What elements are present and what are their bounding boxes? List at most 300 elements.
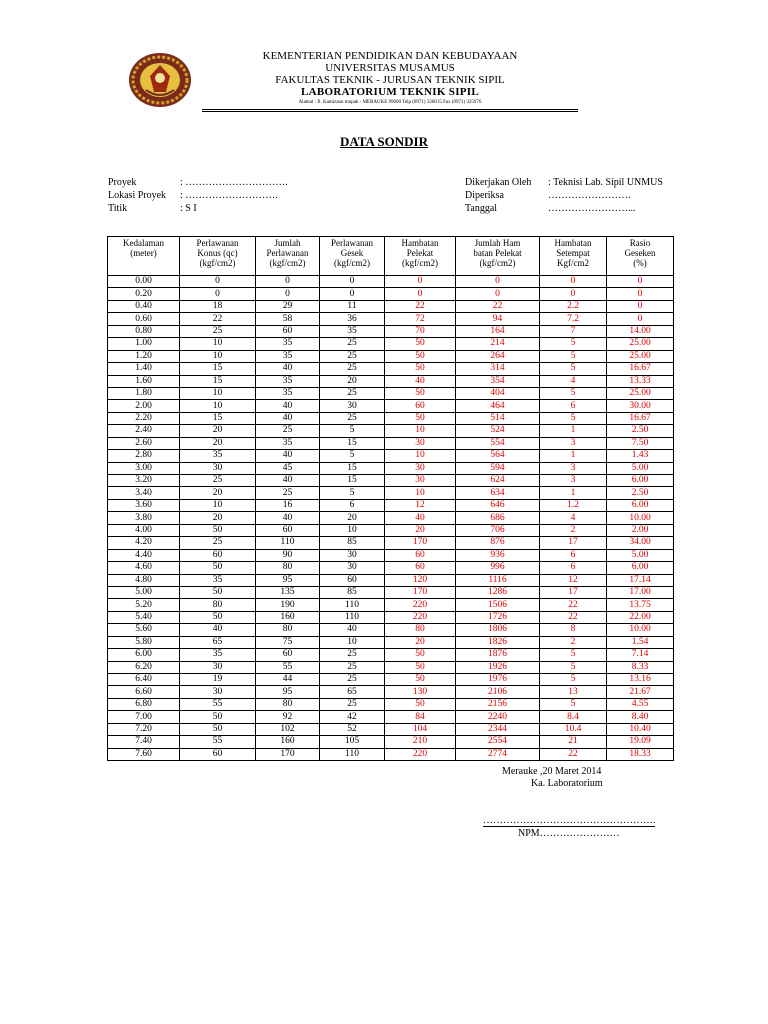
cell-friction-resistance: 65 [320, 686, 385, 698]
cell-cumulative-adhesion: 1726 [456, 611, 540, 623]
cell-local-friction: 8.4 [540, 711, 607, 723]
cell-adhesion: 40 [385, 375, 456, 387]
cell-friction-ratio: 13.33 [607, 375, 674, 387]
cell-cone-resistance: 50 [180, 524, 256, 536]
cell-cone-resistance: 55 [180, 736, 256, 748]
cell-local-friction: 5 [540, 412, 607, 424]
cell-adhesion: 10 [385, 425, 456, 437]
cell-total-resistance: 35 [256, 437, 320, 449]
cell-friction-ratio: 22.00 [607, 611, 674, 623]
cell-cumulative-adhesion: 1506 [456, 599, 540, 611]
table-row [108, 313, 674, 325]
cell-adhesion: 50 [385, 363, 456, 375]
cell-cumulative-adhesion: 594 [456, 462, 540, 474]
cell-friction-ratio: 34.00 [607, 537, 674, 549]
cell-cumulative-adhesion: 2106 [456, 686, 540, 698]
cell-friction-ratio: 7.50 [607, 437, 674, 449]
table-row [108, 611, 674, 623]
cell-total-resistance: 35 [256, 338, 320, 350]
cell-cone-resistance: 50 [180, 723, 256, 735]
table-row [108, 475, 674, 487]
cell-local-friction: 10.4 [540, 723, 607, 735]
table-row [108, 437, 674, 449]
cell-adhesion: 130 [385, 686, 456, 698]
cell-cumulative-adhesion: 1806 [456, 624, 540, 636]
cell-adhesion: 20 [385, 524, 456, 536]
cell-local-friction: 12 [540, 574, 607, 586]
cell-depth: 5.00 [108, 586, 180, 598]
header-text [108, 258, 179, 268]
cell-cumulative-adhesion: 2774 [456, 748, 540, 760]
cell-friction-resistance: 25 [320, 698, 385, 710]
cell-depth: 1.40 [108, 363, 180, 375]
sondir-data-table [107, 236, 674, 761]
cell-friction-resistance: 110 [320, 748, 385, 760]
cell-friction-ratio: 8.40 [607, 711, 674, 723]
cell-total-resistance: 44 [256, 674, 320, 686]
cell-friction-resistance: 25 [320, 350, 385, 362]
cell-friction-ratio: 30.00 [607, 400, 674, 412]
cell-depth: 7.40 [108, 736, 180, 748]
table-row [108, 624, 674, 636]
cell-depth: 5.60 [108, 624, 180, 636]
cell-friction-resistance: 20 [320, 375, 385, 387]
cell-cone-resistance: 50 [180, 611, 256, 623]
cell-cone-resistance: 0 [180, 276, 256, 288]
cell-cone-resistance: 50 [180, 586, 256, 598]
table-row [108, 425, 674, 437]
cell-cone-resistance: 15 [180, 363, 256, 375]
cell-adhesion: 0 [385, 276, 456, 288]
cell-cumulative-adhesion: 264 [456, 350, 540, 362]
cell-friction-resistance: 15 [320, 462, 385, 474]
cell-total-resistance: 40 [256, 363, 320, 375]
cell-cumulative-adhesion: 2156 [456, 698, 540, 710]
table-header-row [108, 237, 674, 276]
cell-total-resistance: 160 [256, 736, 320, 748]
header-text: (kgf/cm2) [479, 258, 516, 268]
cell-cumulative-adhesion: 22 [456, 300, 540, 312]
cell-friction-ratio: 0 [607, 288, 674, 300]
cell-friction-ratio: 10.40 [607, 723, 674, 735]
cell-friction-ratio: 2.50 [607, 487, 674, 499]
cell-depth: 4.00 [108, 524, 180, 536]
cell-total-resistance: 110 [256, 537, 320, 549]
table-row [108, 450, 674, 462]
cell-total-resistance: 45 [256, 462, 320, 474]
cell-local-friction: 8 [540, 624, 607, 636]
cell-adhesion: 50 [385, 698, 456, 710]
header-adhesion [385, 237, 456, 276]
table-row [108, 487, 674, 499]
cell-total-resistance: 55 [256, 661, 320, 673]
cell-depth: 4.20 [108, 537, 180, 549]
cell-total-resistance: 40 [256, 450, 320, 462]
cell-depth: 1.20 [108, 350, 180, 362]
cell-depth: 0.00 [108, 276, 180, 288]
cell-total-resistance: 60 [256, 325, 320, 337]
cell-cone-resistance: 25 [180, 475, 256, 487]
cell-cone-resistance: 19 [180, 674, 256, 686]
cell-adhesion: 210 [385, 736, 456, 748]
table-row [108, 649, 674, 661]
cell-local-friction: 22 [540, 599, 607, 611]
cell-friction-resistance: 25 [320, 674, 385, 686]
cell-local-friction: 5 [540, 698, 607, 710]
table-row [108, 599, 674, 611]
cell-cone-resistance: 80 [180, 599, 256, 611]
cell-local-friction: 1 [540, 425, 607, 437]
cell-cumulative-adhesion: 524 [456, 425, 540, 437]
cell-cumulative-adhesion: 404 [456, 387, 540, 399]
header-local-friction [540, 237, 607, 276]
cell-friction-ratio: 5.00 [607, 462, 674, 474]
tanggal-value: ……………………... [548, 203, 636, 214]
cell-cumulative-adhesion: 1926 [456, 661, 540, 673]
header-depth [108, 237, 180, 276]
cell-friction-resistance: 110 [320, 611, 385, 623]
table-row [108, 549, 674, 561]
cell-cone-resistance: 15 [180, 412, 256, 424]
cell-local-friction: 7 [540, 325, 607, 337]
cell-total-resistance: 92 [256, 711, 320, 723]
cell-depth: 2.80 [108, 450, 180, 462]
cell-adhesion: 30 [385, 462, 456, 474]
cell-adhesion: 60 [385, 400, 456, 412]
table-row [108, 674, 674, 686]
header-text: Jumlah [274, 238, 301, 248]
cell-friction-ratio: 25.00 [607, 387, 674, 399]
cell-local-friction: 3 [540, 437, 607, 449]
cell-total-resistance: 60 [256, 524, 320, 536]
cell-total-resistance: 190 [256, 599, 320, 611]
header-text: Kgf/cm2 [557, 258, 589, 268]
cell-cone-resistance: 20 [180, 425, 256, 437]
cell-local-friction: 7.2 [540, 313, 607, 325]
cell-total-resistance: 35 [256, 387, 320, 399]
cell-cone-resistance: 15 [180, 375, 256, 387]
cell-adhesion: 50 [385, 387, 456, 399]
header-text: (%) [633, 258, 647, 268]
cell-cumulative-adhesion: 706 [456, 524, 540, 536]
cell-cone-resistance: 35 [180, 574, 256, 586]
cell-friction-ratio: 1.54 [607, 636, 674, 648]
cell-depth: 3.80 [108, 512, 180, 524]
lokasi-label: Lokasi Proyek [108, 190, 167, 201]
header-cone-resistance [180, 237, 256, 276]
header-text: (kgf/cm2) [334, 258, 370, 268]
cell-friction-resistance: 30 [320, 562, 385, 574]
cell-cumulative-adhesion: 624 [456, 475, 540, 487]
cell-local-friction: 6 [540, 562, 607, 574]
cell-friction-resistance: 85 [320, 586, 385, 598]
cell-cumulative-adhesion: 634 [456, 487, 540, 499]
cell-cumulative-adhesion: 1116 [456, 574, 540, 586]
cell-cumulative-adhesion: 936 [456, 549, 540, 561]
cell-cone-resistance: 0 [180, 288, 256, 300]
cell-adhesion: 220 [385, 611, 456, 623]
header-text: Gesek [340, 248, 364, 258]
cell-depth: 2.20 [108, 412, 180, 424]
cell-friction-resistance: 35 [320, 325, 385, 337]
cell-total-resistance: 80 [256, 624, 320, 636]
cell-adhesion: 40 [385, 512, 456, 524]
diperiksa-value: ……………………. [548, 190, 631, 201]
cell-cone-resistance: 22 [180, 313, 256, 325]
table-row [108, 686, 674, 698]
cell-friction-ratio: 25.00 [607, 338, 674, 350]
header-text: Geseken [624, 248, 656, 258]
cell-depth: 5.40 [108, 611, 180, 623]
header-cumulative-adhesion [456, 237, 540, 276]
cell-total-resistance: 95 [256, 574, 320, 586]
cell-local-friction: 1.2 [540, 499, 607, 511]
cell-friction-resistance: 5 [320, 487, 385, 499]
cell-cumulative-adhesion: 2344 [456, 723, 540, 735]
cell-total-resistance: 29 [256, 300, 320, 312]
cell-depth: 6.60 [108, 686, 180, 698]
cell-adhesion: 30 [385, 475, 456, 487]
signature-line: ……………………………………………. [483, 815, 656, 826]
header-text: batan Pelekat [473, 248, 522, 258]
cell-friction-resistance: 110 [320, 599, 385, 611]
cell-adhesion: 10 [385, 450, 456, 462]
header-text: Rasio [629, 238, 651, 248]
cell-cone-resistance: 50 [180, 562, 256, 574]
dikerjakan-label: Dikerjakan Oleh [465, 177, 532, 188]
cell-friction-ratio: 14.00 [607, 325, 674, 337]
cell-cumulative-adhesion: 1286 [456, 586, 540, 598]
cell-friction-ratio: 6.00 [607, 499, 674, 511]
cell-local-friction: 0 [540, 288, 607, 300]
cell-depth: 2.40 [108, 425, 180, 437]
cell-depth: 5.80 [108, 636, 180, 648]
cell-adhesion: 0 [385, 288, 456, 300]
cell-adhesion: 70 [385, 325, 456, 337]
cell-friction-ratio: 10.00 [607, 512, 674, 524]
cell-local-friction: 4 [540, 375, 607, 387]
cell-friction-ratio: 6.00 [607, 475, 674, 487]
table-row [108, 524, 674, 536]
cell-depth: 7.60 [108, 748, 180, 760]
cell-friction-resistance: 20 [320, 512, 385, 524]
table-row [108, 661, 674, 673]
cell-local-friction: 22 [540, 748, 607, 760]
table-row [108, 412, 674, 424]
cell-adhesion: 50 [385, 412, 456, 424]
cell-friction-ratio: 0 [607, 313, 674, 325]
cell-cumulative-adhesion: 1876 [456, 649, 540, 661]
cell-local-friction: 6 [540, 549, 607, 561]
cell-cumulative-adhesion: 214 [456, 338, 540, 350]
cell-adhesion: 170 [385, 586, 456, 598]
cell-depth: 2.00 [108, 400, 180, 412]
place-date: Merauke ,20 Maret 2014 [502, 766, 602, 777]
cell-local-friction: 4 [540, 512, 607, 524]
cell-adhesion: 10 [385, 487, 456, 499]
table-row [108, 325, 674, 337]
cell-friction-ratio: 25.00 [607, 350, 674, 362]
cell-friction-ratio: 0 [607, 276, 674, 288]
cell-friction-resistance: 25 [320, 338, 385, 350]
cell-cone-resistance: 20 [180, 437, 256, 449]
table-row [108, 698, 674, 710]
cell-adhesion: 20 [385, 636, 456, 648]
cell-local-friction: 1 [540, 450, 607, 462]
cell-total-resistance: 35 [256, 375, 320, 387]
cell-cone-resistance: 10 [180, 387, 256, 399]
cell-depth: 6.80 [108, 698, 180, 710]
table-row [108, 636, 674, 648]
table-row [108, 586, 674, 598]
cell-friction-ratio: 13.75 [607, 599, 674, 611]
cell-friction-resistance: 60 [320, 574, 385, 586]
cell-cone-resistance: 60 [180, 549, 256, 561]
cell-cumulative-adhesion: 554 [456, 437, 540, 449]
cell-cumulative-adhesion: 354 [456, 375, 540, 387]
cell-adhesion: 22 [385, 300, 456, 312]
address-line: Alamat : Jl. Kamizaun mopah - MERAUKE 99600 Telp (0971) 326015 Fax (0971) 325976 [298, 100, 482, 105]
cell-total-resistance: 16 [256, 499, 320, 511]
ministry-name: KEMENTERIAN PENDIDIKAN DAN KEBUDAYAAN [262, 50, 518, 62]
cell-friction-resistance: 10 [320, 636, 385, 648]
table-row [108, 288, 674, 300]
cell-friction-ratio: 4.55 [607, 698, 674, 710]
cell-adhesion: 84 [385, 711, 456, 723]
cell-cone-resistance: 30 [180, 462, 256, 474]
cell-friction-resistance: 85 [320, 537, 385, 549]
cell-cone-resistance: 65 [180, 636, 256, 648]
cell-depth: 3.60 [108, 499, 180, 511]
cell-depth: 2.60 [108, 437, 180, 449]
header-friction-resistance [320, 237, 385, 276]
cell-friction-ratio: 18.33 [607, 748, 674, 760]
cell-friction-ratio: 19.09 [607, 736, 674, 748]
cell-cumulative-adhesion: 686 [456, 512, 540, 524]
cell-total-resistance: 40 [256, 512, 320, 524]
cell-depth: 7.00 [108, 711, 180, 723]
cell-cone-resistance: 10 [180, 400, 256, 412]
tanggal-label: Tanggal [465, 203, 498, 214]
cell-adhesion: 80 [385, 624, 456, 636]
header-text: Perlawanan [266, 248, 309, 258]
table-row [108, 400, 674, 412]
cell-cone-resistance: 50 [180, 711, 256, 723]
cell-depth: 0.60 [108, 313, 180, 325]
cell-depth: 3.40 [108, 487, 180, 499]
lokasi-value: : ………………………. [180, 190, 278, 201]
header-text: (kgf/cm2) [402, 258, 438, 268]
cell-friction-resistance: 10 [320, 524, 385, 536]
university-seal-logo [128, 52, 192, 108]
table-row [108, 499, 674, 511]
cell-cumulative-adhesion: 514 [456, 412, 540, 424]
cell-cone-resistance: 25 [180, 537, 256, 549]
cell-friction-ratio: 17.00 [607, 586, 674, 598]
cell-adhesion: 104 [385, 723, 456, 735]
cell-depth: 0.80 [108, 325, 180, 337]
diperiksa-label: Diperiksa [465, 190, 504, 201]
cell-local-friction: 2.2 [540, 300, 607, 312]
cell-cone-resistance: 20 [180, 487, 256, 499]
cell-depth: 7.20 [108, 723, 180, 735]
cell-total-resistance: 40 [256, 475, 320, 487]
cell-local-friction: 5 [540, 674, 607, 686]
header-text: (kgf/cm2) [269, 258, 306, 268]
header-text: Konus (qc) [197, 248, 238, 258]
cell-depth: 4.60 [108, 562, 180, 574]
cell-friction-resistance: 15 [320, 437, 385, 449]
cell-depth: 6.00 [108, 649, 180, 661]
cell-cumulative-adhesion: 164 [456, 325, 540, 337]
cell-friction-resistance: 105 [320, 736, 385, 748]
cell-total-resistance: 135 [256, 586, 320, 598]
header-text: Setempat [556, 248, 590, 258]
cell-adhesion: 30 [385, 437, 456, 449]
header-text: Kedalaman [123, 238, 164, 248]
cell-friction-resistance: 30 [320, 400, 385, 412]
cell-cumulative-adhesion: 314 [456, 363, 540, 375]
signature-underline [483, 826, 655, 827]
npm-line: NPM…………………… [518, 828, 620, 839]
cell-adhesion: 50 [385, 350, 456, 362]
cell-depth: 5.20 [108, 599, 180, 611]
cell-cumulative-adhesion: 0 [456, 288, 540, 300]
cell-depth: 3.00 [108, 462, 180, 474]
header-divider [202, 109, 578, 110]
cell-friction-ratio: 10.00 [607, 624, 674, 636]
cell-depth: 3.20 [108, 475, 180, 487]
cell-friction-ratio: 8.33 [607, 661, 674, 673]
table-row [108, 300, 674, 312]
header-friction-ratio [607, 237, 674, 276]
titik-value: : S I [180, 203, 197, 214]
cell-total-resistance: 58 [256, 313, 320, 325]
cell-cone-resistance: 35 [180, 450, 256, 462]
cell-total-resistance: 160 [256, 611, 320, 623]
cell-total-resistance: 80 [256, 698, 320, 710]
cell-cumulative-adhesion: 464 [456, 400, 540, 412]
cell-friction-resistance: 25 [320, 387, 385, 399]
cell-depth: 4.80 [108, 574, 180, 586]
cell-friction-resistance: 0 [320, 276, 385, 288]
cell-adhesion: 50 [385, 674, 456, 686]
laboratory-name: LABORATORIUM TEKNIK SIPIL [300, 86, 480, 98]
cell-friction-ratio: 7.14 [607, 649, 674, 661]
cell-friction-ratio: 17.14 [607, 574, 674, 586]
lab-head-title: Ka. Laboratorium [531, 778, 603, 789]
cell-friction-resistance: 15 [320, 475, 385, 487]
cell-depth: 1.60 [108, 375, 180, 387]
header-text: Pelekat [406, 248, 434, 258]
cell-total-resistance: 102 [256, 723, 320, 735]
cell-friction-resistance: 36 [320, 313, 385, 325]
table-row [108, 338, 674, 350]
cell-local-friction: 3 [540, 475, 607, 487]
cell-friction-ratio: 5.00 [607, 549, 674, 561]
cell-local-friction: 6 [540, 400, 607, 412]
cell-total-resistance: 95 [256, 686, 320, 698]
cell-friction-resistance: 25 [320, 661, 385, 673]
cell-cone-resistance: 10 [180, 350, 256, 362]
cell-total-resistance: 40 [256, 412, 320, 424]
table-row [108, 276, 674, 288]
cell-total-resistance: 25 [256, 487, 320, 499]
cell-depth: 4.40 [108, 549, 180, 561]
faculty-name: FAKULTAS TEKNIK - JURUSAN TEKNIK SIPIL [275, 74, 505, 86]
cell-cone-resistance: 20 [180, 512, 256, 524]
cell-adhesion: 50 [385, 338, 456, 350]
